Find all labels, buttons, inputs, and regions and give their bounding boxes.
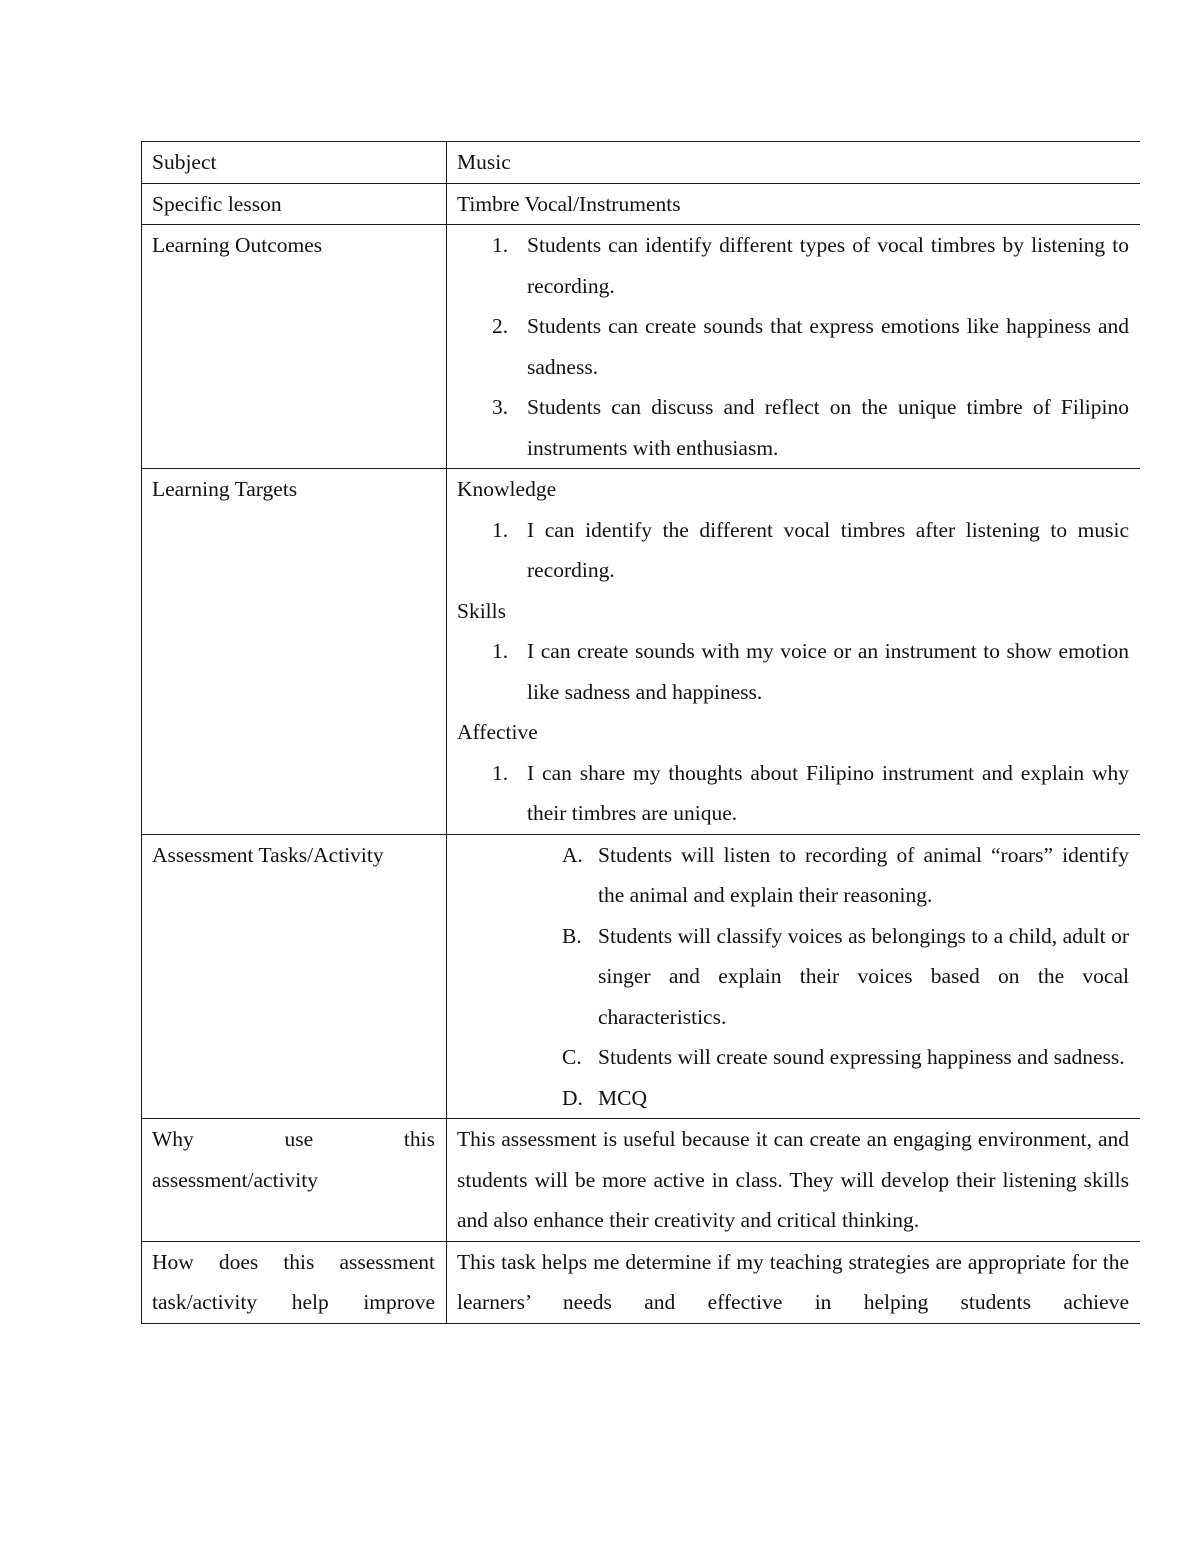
affective-heading: Affective [457,720,538,744]
learning-targets-value [447,469,1141,835]
list-marker: A. [562,842,583,867]
table-row-learning-outcomes [142,225,1141,469]
list-item-text: Students will classify voices as belongings to a child, adult or singer and explain their voices based on the vocal characteristics. [598,923,1129,1029]
list-item-text: Students can create sounds that express emotions like happiness and sadness. [527,314,1129,379]
list-item [457,753,1129,834]
table-row-how-help [142,1241,1141,1323]
list-item-text: Students will listen to recording of animal “roars” identify the animal and explain their reasoning. [598,842,1129,907]
list-marker: 1. [492,233,509,257]
list-item-text: I can identify the different vocal timbres after listening to music recording. [527,517,1129,582]
specific-lesson-value: Timbre Vocal/Instruments [447,183,1141,225]
list-item-text: MCQ [598,1085,647,1110]
why-use-label: Why use this assessment/activity [142,1119,447,1242]
table-row-learning-targets [142,469,1141,835]
list-marker: 2. [492,314,509,338]
list-marker: C. [562,1045,582,1069]
list-item [457,835,1129,916]
list-marker: D. [562,1085,583,1110]
assessment-tasks-list [457,835,1129,1119]
table-row-specific-lesson [142,183,1141,225]
list-item-text: Students can discuss and reflect on the unique timbre of Filipino instruments with enthusiasm. [527,395,1129,460]
list-marker: 3. [492,395,509,419]
list-item [457,631,1129,712]
skills-list [457,631,1129,712]
list-item-text: I can share my thoughts about Filipino instrument and explain why their timbres are unique. [527,760,1129,825]
table-row-assessment-tasks [142,834,1141,1119]
learning-outcomes-label: Learning Outcomes [142,225,447,469]
why-use-value: This assessment is useful because it can create an engaging environment, and students will be more active in class. They will develop their listening skills and also enhance their creativity and critical thinking. [447,1119,1141,1242]
list-item [457,1078,1129,1119]
skills-heading: Skills [457,598,506,623]
assessment-tasks-value [447,834,1141,1119]
lesson-plan-page [141,141,1140,1394]
lesson-plan-table [141,141,1140,1324]
list-item [457,510,1129,591]
list-item [457,225,1129,306]
knowledge-list [457,510,1129,591]
how-help-value: This task helps me determine if my teaching strategies are appropriate for the learners’ needs and effective in helping students achieve [447,1241,1141,1323]
how-help-label: How does this assessment task/activity help improve [142,1241,447,1323]
list-item [457,916,1129,1038]
list-item-text: Students can identify different types of vocal timbres by listening to recording. [527,233,1129,298]
list-marker: 1. [492,760,509,785]
list-item [457,387,1129,468]
subject-label: Subject [142,142,447,184]
table-row-why-use [142,1119,1141,1242]
learning-targets-label: Learning Targets [142,469,447,835]
list-marker: B. [562,923,582,948]
list-item-text: I can create sounds with my voice or an instrument to show emotion like sadness and happiness. [527,639,1129,704]
list-item [457,1037,1129,1078]
learning-outcomes-value [447,225,1141,469]
knowledge-heading: Knowledge [457,477,557,501]
learning-outcomes-list [457,225,1129,468]
list-marker: 1. [492,517,509,542]
list-marker: 1. [492,639,509,663]
specific-lesson-label: Specific lesson [142,183,447,225]
list-item-text: Students will create sound expressing happiness and sadness. [598,1045,1125,1069]
subject-value: Music [447,142,1141,184]
assessment-tasks-label: Assessment Tasks/Activity [142,834,447,1119]
table-row-subject [142,142,1141,184]
list-item [457,306,1129,387]
affective-list [457,753,1129,834]
